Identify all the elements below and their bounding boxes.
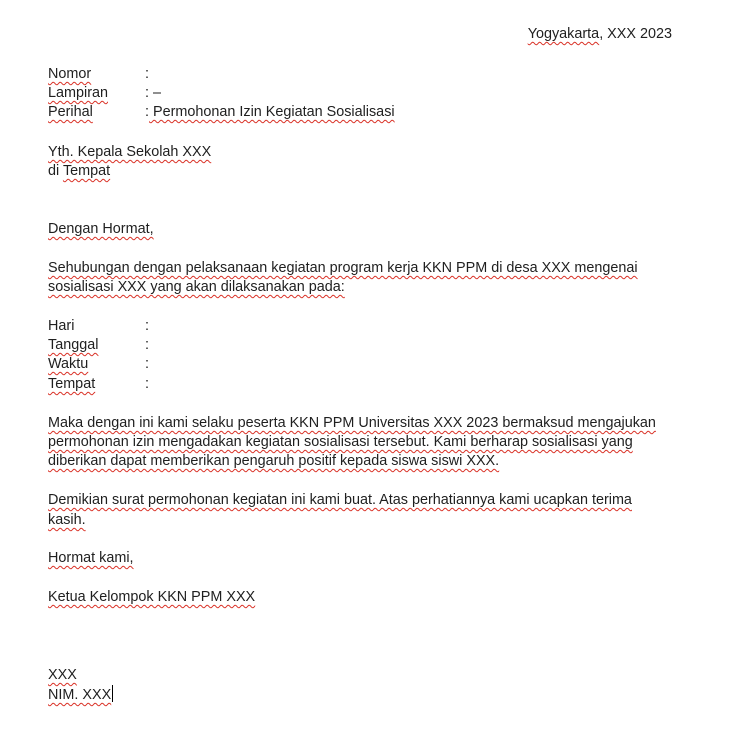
schedule-label: Tanggal (48, 337, 99, 353)
field-value: Permohonan Izin Kegiatan Sosialisasi (149, 104, 395, 120)
schedule-label: Waktu (48, 356, 89, 372)
date-city: Yogyakarta (527, 26, 600, 42)
schedule-colon: : (145, 356, 149, 372)
text-cursor (112, 685, 113, 702)
date-line (528, 25, 672, 44)
signer-nim: NIM. XXX (48, 687, 112, 703)
closing-line-2: kasih. (48, 512, 86, 528)
field-value: – (149, 85, 162, 101)
schedule-colon: : (145, 318, 149, 334)
field-lampiran (48, 84, 161, 103)
body-line-3: diberikan dapat memberikan pengaruh positif kepada siswa siswi XXX. (48, 453, 500, 469)
field-perihal (48, 103, 395, 122)
sign-off: Hormat kami, (48, 550, 134, 566)
field-colon: : (145, 85, 149, 101)
closing-line-1: Demikian surat permohonan kegiatan ini kami buat. Atas perhatiannya kami ucapkan terima (48, 492, 632, 508)
intro-line-1: Sehubungan dengan pelaksanaan kegiatan program kerja KKN PPM di desa XXX mengenai (48, 260, 638, 276)
schedule-colon: : (145, 337, 149, 353)
schedule-label: Hari (48, 318, 75, 334)
field-nomor (48, 65, 149, 84)
schedule-colon: : (145, 376, 149, 392)
greeting: Dengan Hormat, (48, 221, 154, 237)
signer-role: Ketua Kelompok KKN PPM XXX (48, 589, 256, 605)
signer-name: XXX (48, 667, 77, 683)
field-label: Perihal (48, 104, 93, 120)
schedule-hari (48, 317, 149, 336)
body-line-2: permohonan izin mengadakan kegiatan sosialisasi tersebut. Kami berharap sosialisasi yang (48, 434, 633, 450)
date-rest: , XXX 2023 (599, 26, 672, 42)
recipient-line1: Yth. Kepala Sekolah XXX (48, 144, 212, 160)
intro-line-2: sosialisasi XXX yang akan dilaksanakan pada: (48, 279, 345, 295)
field-colon: : (145, 66, 149, 82)
schedule-label: Tempat (48, 376, 96, 392)
field-colon: : (145, 104, 149, 120)
recipient-line2: di Tempat (48, 163, 111, 179)
schedule-tanggal (48, 336, 149, 355)
body-line-1: Maka dengan ini kami selaku peserta KKN PPM Universitas XXX 2023 bermaksud mengajukan (48, 415, 656, 431)
schedule-tempat (48, 375, 149, 394)
field-label: Lampiran (48, 85, 108, 101)
field-label: Nomor (48, 66, 92, 82)
schedule-waktu (48, 355, 149, 374)
